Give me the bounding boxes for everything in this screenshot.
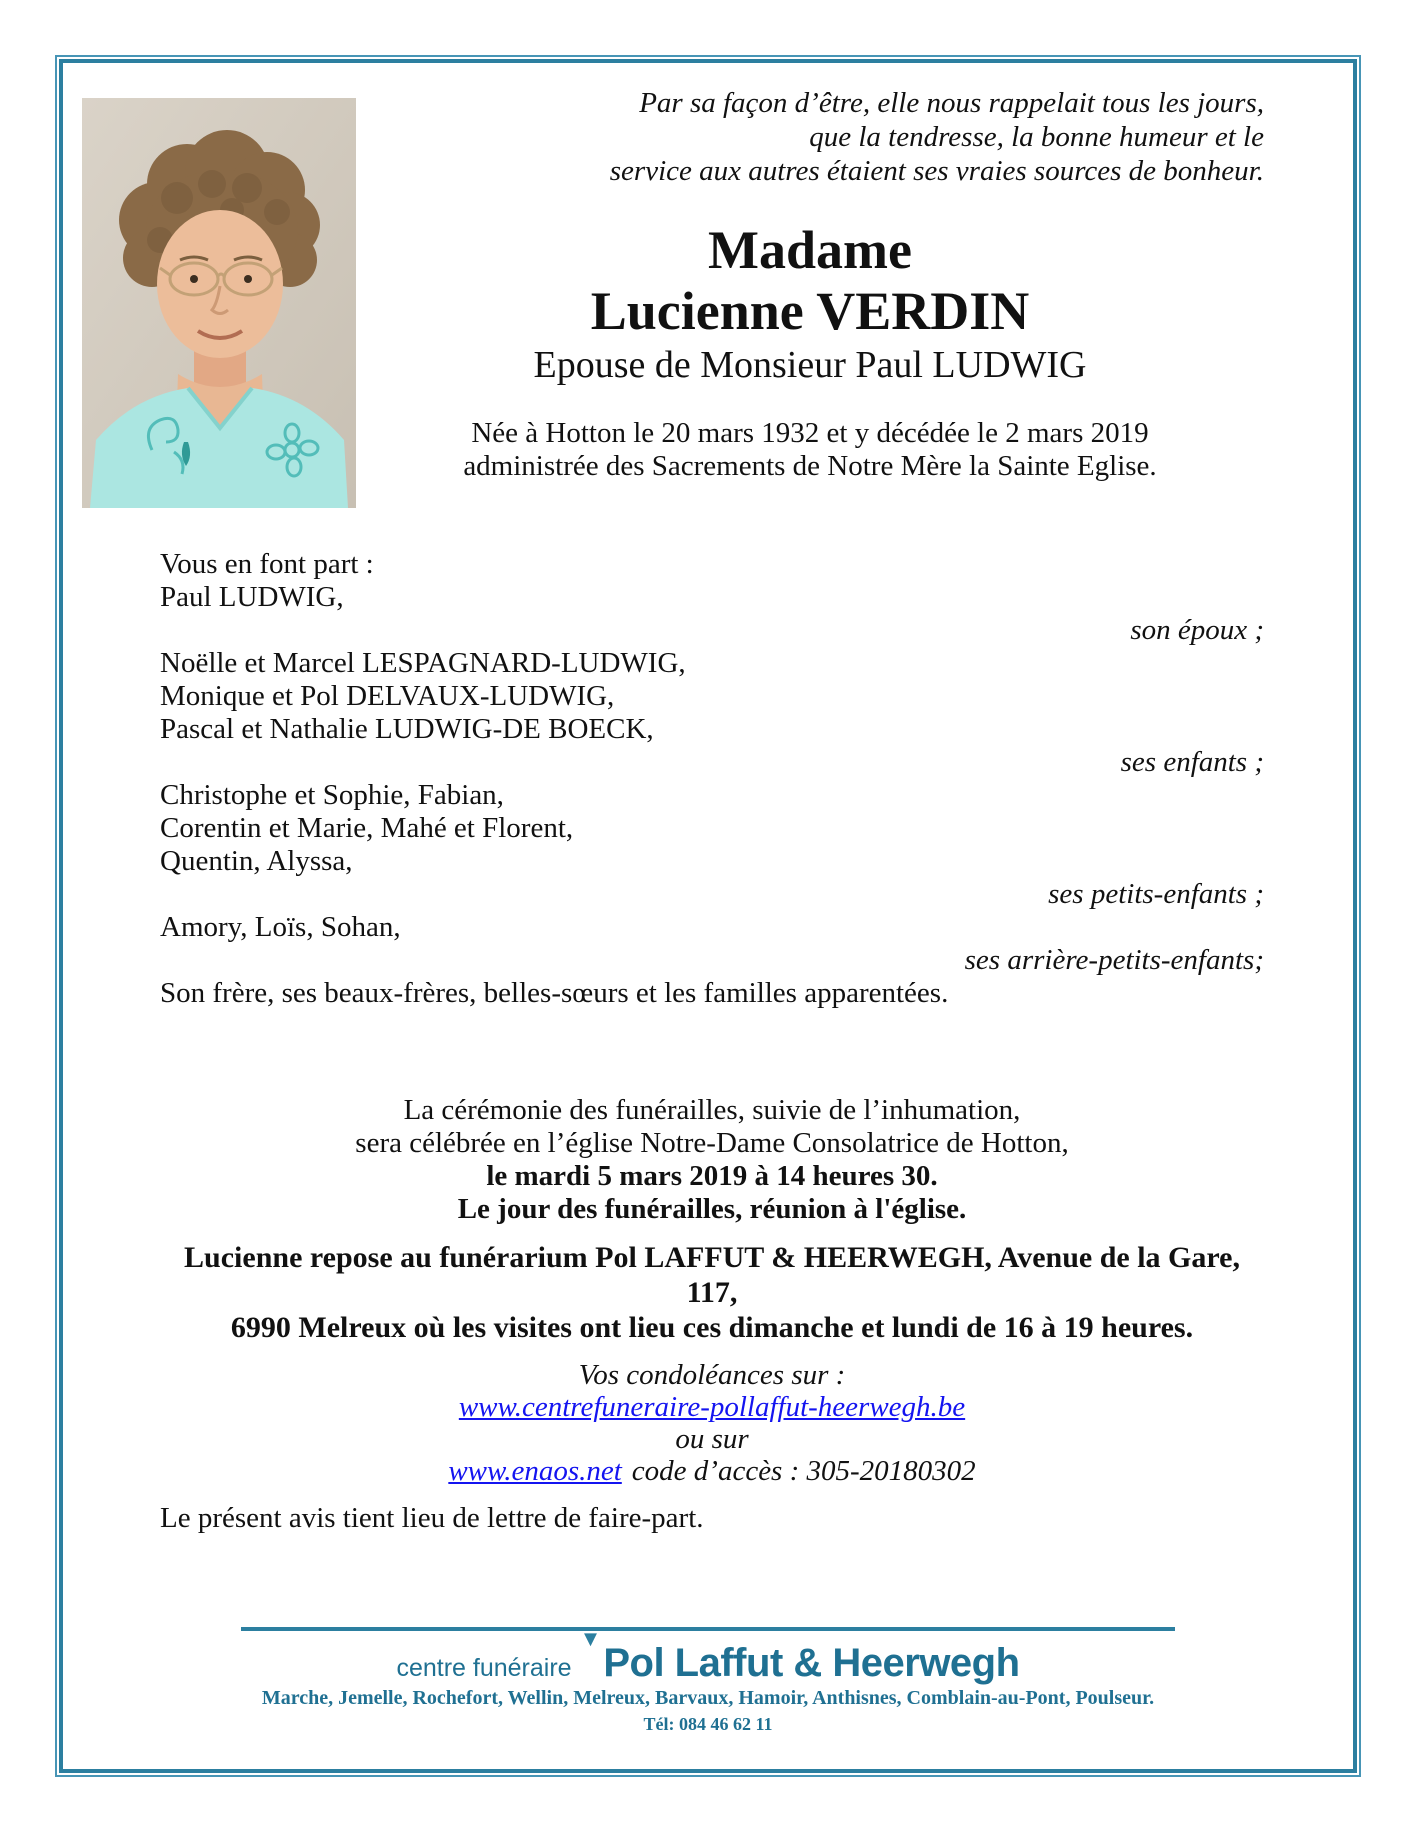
memorial-quote [430,86,1264,188]
announcement-intro: Vous en font part : [160,548,374,580]
quote-line: service aux autres étaient ses vraies sources de bonheur. [609,155,1264,187]
family-name: Corentin et Marie, Mahé et Florent, [160,812,574,844]
relation-label: ses enfants ; [1120,746,1264,778]
family-name: Quentin, Alyssa, [160,845,353,877]
ceremony-date: le mardi 5 mars 2019 à 14 heures 30. [486,1160,938,1192]
birth-death-line: Née à Hotton le 20 mars 1932 et y décédée le 2 mars 2019 [471,417,1149,449]
repose-line: 6990 Melreux où les visites ont lieu ces dimanche et lundi de 16 à 19 heures. [230,1311,1194,1344]
condolences-block [160,1359,1264,1487]
relation-label: son époux ; [1130,614,1264,646]
birth-death-line: administrée des Sacrements de Notre Mère la Sainte Eglise. [463,450,1157,482]
repose-block [160,1240,1264,1345]
announcement-closing: Son frère, ses beaux-frères, belles-sœurs et les familles apparentées. [160,977,949,1009]
family-name: Christophe et Sophie, Fabian, [160,779,504,811]
family-name: Monique et Pol DELVAUX-LUDWIG, [160,680,615,712]
condolences-or: ou sur [675,1423,749,1455]
faire-part-notice: Le présent avis tient lieu de lettre de faire-part. [160,1502,704,1534]
portrait-photo [82,98,356,508]
family-announcement [160,548,1264,1010]
family-name: Noëlle et Marcel LESPAGNARD-LUDWIG, [160,647,686,679]
funeral-home-footer [66,1627,1350,1735]
funeral-home-logo [66,1626,1350,1686]
family-name: Paul LUDWIG, [160,581,344,613]
ceremony-details [160,1094,1264,1487]
family-name: Amory, Loïs, Sohan, [160,911,401,943]
footer-phone: Tél: 084 46 62 11 [643,1714,773,1734]
ceremony-line: La cérémonie des funérailles, suivie de l’inhumation, [403,1094,1021,1126]
quote-line: Par sa façon d’être, elle nous rappelait tous les jours, [639,87,1264,119]
access-code: code d’accès : 305-20180302 [631,1455,976,1487]
relation-label: ses arrière-petits-enfants; [964,944,1264,976]
relation-label: ses petits-enfants ; [1048,878,1264,910]
footer-divider [241,1627,1175,1631]
triangle-down-icon: ▼ [579,1626,602,1651]
title-madame: Madame [708,220,912,280]
ceremony-line: sera célébrée en l’église Notre-Dame Consolatrice de Hotton, [355,1127,1069,1159]
spouse-line: Epouse de Monsieur Paul LUDWIG [533,344,1087,386]
title-block [356,220,1264,483]
condolences-link-centrefuneraire[interactable]: www.centrefuneraire-pollaffut-heerwegh.be [458,1391,966,1423]
portrait-illustration [82,98,356,508]
family-name: Pascal et Nathalie LUDWIG-DE BOECK, [160,713,654,745]
deceased-name: Lucienne VERDIN [590,281,1030,341]
footer-locations: Marche, Jemelle, Rochefort, Wellin, Melreux, Barvaux, Hamoir, Anthisnes, Comblain-au-Pont, Poulseur. [261,1687,1155,1709]
meeting-line: Le jour des funérailles, réunion à l'église. [457,1193,967,1225]
brand-prefix: centre funéraire [396,1654,572,1682]
birth-death-block [356,417,1264,483]
brand-name: Pol Laffut & Heerwegh [603,1641,1020,1685]
repose-line: Lucienne repose au funérarium Pol LAFFUT & HEERWEGH, Avenue de la Gare, 117, [184,1241,1240,1309]
quote-line: que la tendresse, la bonne humeur et le [809,121,1264,153]
condolences-link-enaos[interactable]: www.enaos.net [448,1455,622,1487]
condolences-intro: Vos condoléances sur : [578,1359,846,1391]
